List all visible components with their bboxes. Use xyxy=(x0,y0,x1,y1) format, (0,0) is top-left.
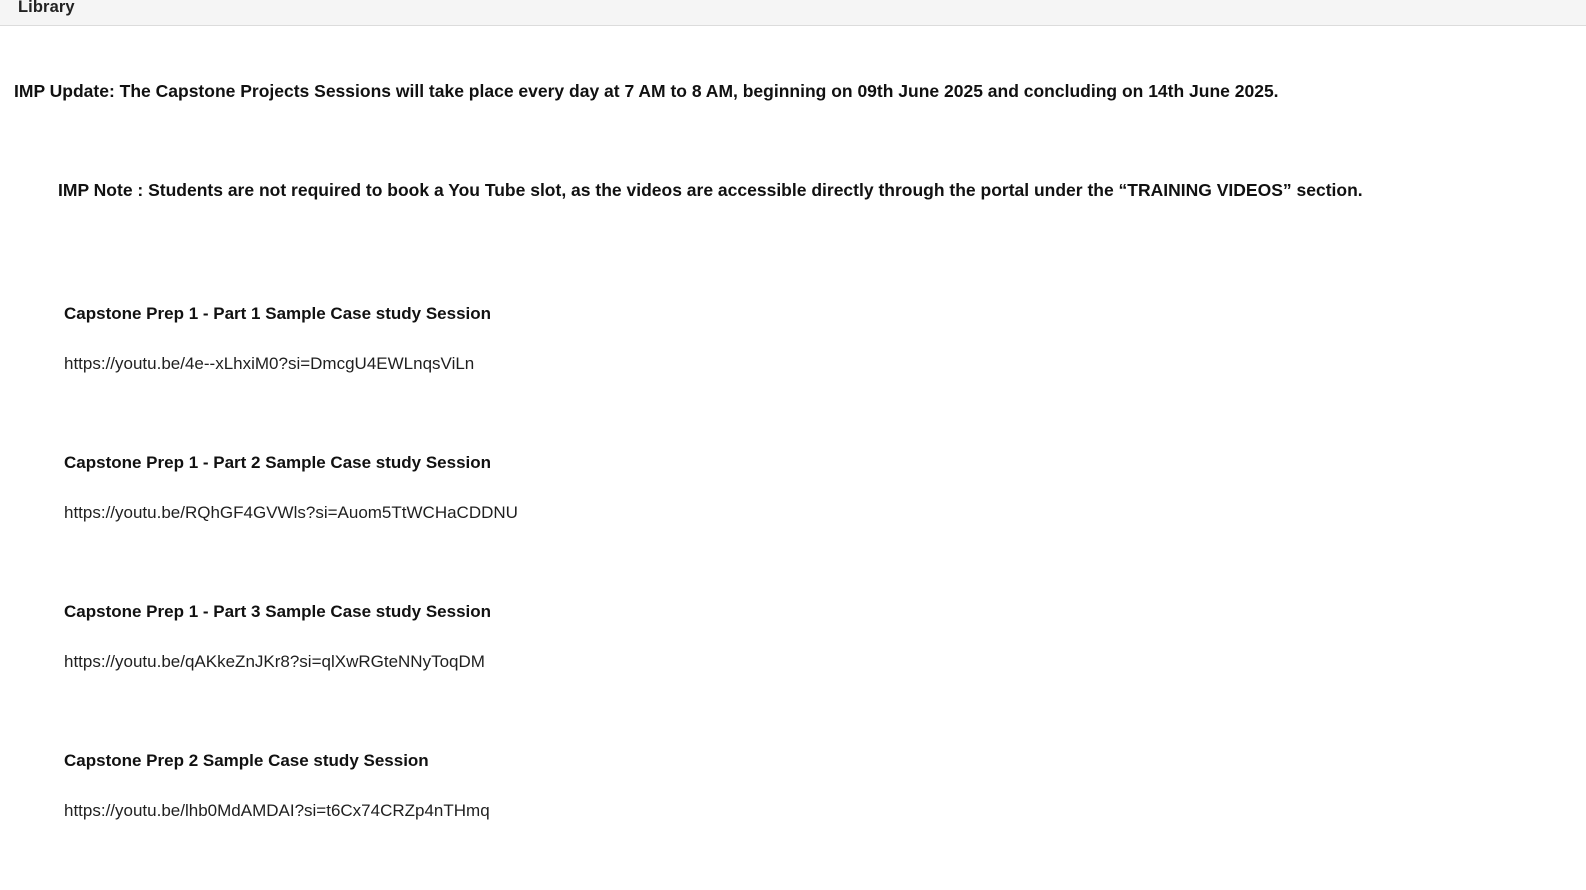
session-video-link[interactable]: https://youtu.be/RQhGF4GVWls?si=Auom5TtWCHaCDDNU xyxy=(64,503,518,522)
list-item xyxy=(0,579,1586,728)
session-video-link[interactable]: https://youtu.be/4e--xLhxiM0?si=DmcgU4EWLnqsViLn xyxy=(64,354,475,373)
session-title: Capstone Prep 1 - Part 1 Sample Case study Session xyxy=(64,304,492,323)
session-list xyxy=(0,281,1586,877)
list-item xyxy=(0,728,1586,877)
list-item xyxy=(0,281,1586,430)
notice-update: IMP Update: The Capstone Projects Sessions will take place every day at 7 AM to 8 AM, beginning on 09th June 2025 and concluding on 14th June 2025. xyxy=(14,81,1279,101)
page-header-bar xyxy=(0,0,1586,26)
notice-note: IMP Note : Students are not required to book a You Tube slot, as the videos are accessible directly through the portal under the “TRAINING VIDEOS” section. xyxy=(58,180,1363,200)
session-title: Capstone Prep 1 - Part 3 Sample Case study Session xyxy=(64,602,492,621)
session-video-link[interactable]: https://youtu.be/qAKkeZnJKr8?si=qlXwRGteNNyToqDM xyxy=(64,652,485,671)
list-item xyxy=(0,430,1586,579)
library-content xyxy=(0,26,1586,890)
session-video-link[interactable]: https://youtu.be/lhb0MdAMDAI?si=t6Cx74CRZp4nTHmq xyxy=(64,801,490,820)
session-title: Capstone Prep 2 Sample Case study Session xyxy=(64,751,429,770)
page-title: Library xyxy=(18,0,75,16)
session-title: Capstone Prep 1 - Part 2 Sample Case study Session xyxy=(64,453,492,472)
